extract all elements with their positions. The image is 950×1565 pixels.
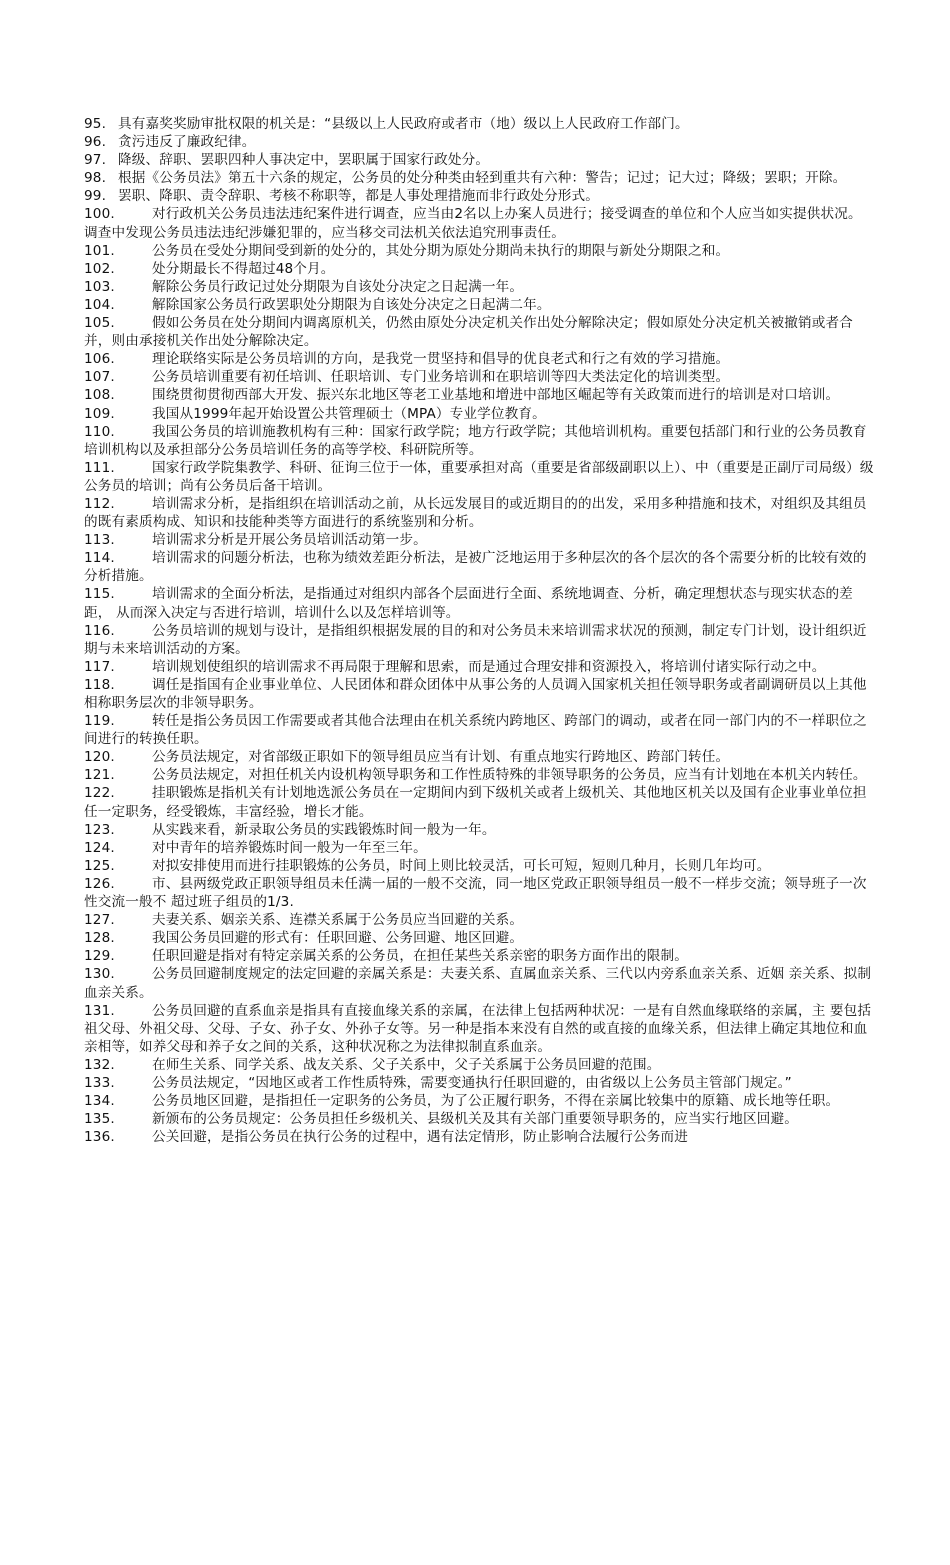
item-number: 106. [84,351,115,368]
item-number: 109. [84,405,115,422]
item-number: 123. [84,821,115,838]
item-text: 公务员法规定，对省部级正职如下的领导组员应当有计划、有重点地实行跨地区、跨部门转任。 [152,749,730,766]
list-item [84,821,876,839]
list-item [84,766,876,784]
item-text: 根据《公务员法》第五十六条的规定，公务员的处分种类由轻到重共有六种：警告；记过；记大过；降级；罢职；开除。 [118,170,847,187]
item-number: 99. [84,188,107,205]
list-item [84,1092,876,1110]
item-number: 96. [84,134,107,151]
item-number: 128. [84,930,115,947]
item-text: 在师生关系、同学关系、战友关系、父子关系中，父子关系属于公务员回避的范围。 [152,1056,661,1073]
item-text: 处分期最长不得超过48个月。 [152,260,335,277]
item-text: 市、县两级党政正职领导组员未任满一届的一般不交流，同一地区党政正职领导组员一般不一样步交流；领导班子一次性交流一般不 超过班子组员的1/3. [84,875,867,911]
item-text: 降级、辞职、罢职四种人事决定中，罢职属于国家行政处分。 [118,152,490,169]
item-number: 132. [84,1056,115,1073]
list-item [84,1002,876,1056]
item-number: 117. [84,658,115,675]
list-item [84,658,876,676]
item-number: 97. [84,152,107,169]
item-text: 培训需求的问题分析法，也称为绩效差距分析法，是被广泛地运用于多种层次的各个层次的各个需要分析的比较有效的分析措施。 [84,550,867,585]
item-number: 111. [84,459,115,476]
list-item [84,1056,876,1074]
item-number: 108. [84,387,115,404]
item-text: 培训需求分析是开展公务员培训活动第一步。 [152,532,427,549]
item-text: 公务员回避的直系血亲是指具有直接血缘关系的亲属，在法律上包括两种状况：一是有自然血缘联络的亲属，主 要包括祖父母、外祖父母、父母、子女、孙子女、外孙子女等。另一种是指本来没有自然的或直接的血缘关系，但法律上确定其地位和血亲相等，如养父母和养子女之间的关系，这种状况称之为法律拟制直系血亲。 [84,1002,872,1055]
list-item [84,296,876,314]
item-text: 我国从1999年起开始设置公共管理硕士（MPA）专业学位教育。 [152,405,546,422]
list-item [84,1128,876,1146]
item-text: 任职回避是指对有特定亲属关系的公务员，在担任某些关系亲密的职务方面作出的限制。 [152,948,689,965]
item-number: 101. [84,242,115,259]
item-number: 103. [84,278,115,295]
item-number: 136. [84,1129,115,1146]
item-text: 公务员地区回避，是指担任一定职务的公务员，为了公正履行职务，不得在亲属比较集中的原籍、成长地等任职。 [152,1093,840,1110]
list-item [84,1110,876,1128]
list-item [84,133,876,151]
item-text: 从实践来看，新录取公务员的实践锻炼时间一般为一年。 [152,821,496,838]
list-item [84,242,876,260]
item-text: 解除公务员行政记过处分期限为自该处分决定之日起满一年。 [152,278,524,295]
list-item [84,423,876,459]
list-item [84,712,876,748]
item-text: 贪污违反了廉政纪律。 [118,134,256,151]
item-text: 公务员回避制度规定的法定回避的亲属关系是：夫妻关系、直属血亲关系、三代以内旁系血亲关系、近姻 亲关系、拟制血亲关系。 [84,966,872,1001]
item-number: 105. [84,315,115,332]
list-item [84,1074,876,1092]
list-item [84,585,876,621]
item-text: 公务员培训重要有初任培训、任职培训、专门业务培训和在职培训等四大类法定化的培训类型。 [152,369,730,386]
item-number: 102. [84,260,115,277]
item-number: 115. [84,586,115,603]
list-item [84,405,876,423]
item-number: 107. [84,369,115,386]
item-number: 129. [84,948,115,965]
item-number: 95. [84,116,107,132]
item-number: 118. [84,676,115,693]
list-item [84,350,876,368]
list-item [84,260,876,278]
item-text: 培训规划使组织的培训需求不再局限于理解和思索，而是通过合理安排和资源投入，将培训付诸实际行动之中。 [152,658,826,675]
list-item [84,205,876,241]
item-number: 104. [84,296,115,313]
item-number: 133. [84,1074,115,1091]
document-page [84,115,876,1146]
list-item [84,784,876,820]
list-item [84,549,876,585]
item-text: 公务员培训的规划与设计，是指组织根据发展的目的和对公务员未来培训需求状况的预测，制定专门计划，设计组织近期与未来培训活动的方案。 [84,622,867,657]
list-item [84,531,876,549]
list-item [84,965,876,1001]
item-number: 100. [84,206,115,223]
item-text: 理论联络实际是公务员培训的方向，是我党一贯坚持和倡导的优良老式和行之有效的学习措施。 [152,351,730,368]
list-item [84,947,876,965]
list-item [84,187,876,205]
item-number: 119. [84,713,115,730]
item-text: 公务员在受处分期间受到新的处分的，其处分期为原处分期尚未执行的期限与新处分期限之和。 [152,242,730,259]
item-number: 114. [84,550,115,567]
item-text: 假如公务员在处分期间内调离原机关，仍然由原处分决定机关作出处分解除决定；假如原处分决定机关被撤销或者合并，则由承接机关作出处分解除决定。 [84,315,853,350]
item-number: 124. [84,839,115,856]
list-item [84,459,876,495]
list-item [84,622,876,658]
item-text: 公务员法规定，对担任机关内设机构领导职务和工作性质特殊的非领导职务的公务员，应当有计划地在本机关内转任。 [152,767,867,784]
item-text: 新颁布的公务员规定：公务员担任乡级机关、县级机关及其有关部门重要领导职务的，应当实行地区回避。 [152,1111,798,1128]
item-text: 夫妻关系、姻亲关系、连襟关系属于公务员应当回避的关系。 [152,912,524,929]
item-text: 围绕贯彻贯彻西部大开发、振兴东北地区等老工业基地和增进中部地区崛起等有关政策而进行的培训是对口培训。 [152,387,840,404]
item-text: 培训需求的全面分析法，是指通过对组织内部各个层面进行全面、系统地调查、分析，确定理想状态与现实状态的差距， 从而深入决定与否进行培训，培训什么以及怎样培训等。 [84,586,853,621]
item-text: 挂职锻炼是指机关有计划地选派公务员在一定期间内到下级机关或者上级机关、其他地区机关以及国有企业事业单位担任一定职务，经受锻炼，丰富经验，增长才能。 [84,785,867,820]
list-item [84,839,876,857]
item-text: 对中青年的培养锻炼时间一般为一年至三年。 [152,839,427,856]
item-text: 我国公务员回避的形式有：任职回避、公务回避、地区回避。 [152,930,524,947]
item-text: 公务员法规定，“因地区或者工作性质特殊，需要变通执行任职回避的，由省级以上公务员主管部门规定。” [152,1074,792,1091]
item-text: 对拟安排使用而进行挂职锻炼的公务员，时间上则比较灵活，可长可短，短则几种月，长则几年均可。 [152,857,771,874]
item-number: 116. [84,622,115,639]
item-text: 对行政机关公务员违法违纪案件进行调查，应当由2名以上办案人员进行；接受调查的单位和个人应当如实提供状况。 调查中发现公务员违法违纪涉嫌犯罪的，应当移交司法机关依法追究刑事责任。 [84,206,862,241]
item-number: 98. [84,170,107,187]
list-item [84,386,876,404]
item-text: 国家行政学院集教学、科研、征询三位于一体，重要承担对高（重要是省部级副职以上）、中（重要是正副厅司局级）级公务员的培训；尚有公务员后备干培训。 [84,459,874,494]
item-text: 转任是指公务员因工作需要或者其他合法理由在机关系统内跨地区、跨部门的调动，或者在同一部门内的不一样职位之间进行的转换任职。 [84,713,867,748]
item-number: 112. [84,495,115,512]
item-number: 135. [84,1111,115,1128]
list-item [84,929,876,947]
item-number: 130. [84,966,115,983]
item-text: 调任是指国有企业事业单位、人民团体和群众团体中从事公务的人员调入国家机关担任领导职务或者副调研员以上其他相称职务层次的非领导职务。 [84,676,867,711]
item-number: 134. [84,1093,115,1110]
list-item [84,278,876,296]
item-number: 121. [84,767,115,784]
list-item [84,676,876,712]
list-item [84,495,876,531]
item-number: 113. [84,532,115,549]
item-number: 127. [84,912,115,929]
item-number: 126. [84,875,115,892]
item-text: 我国公务员的培训施教机构有三种：国家行政学院；地方行政学院；其他培训机构。重要包括部门和行业的公务员教育培训机构以及承担部分公务员培训任务的高等学校、科研院所等。 [84,423,867,458]
list-item [84,857,876,875]
item-text: 解除国家公务员行政罢职处分期限为自该处分决定之日起满二年。 [152,296,551,313]
item-number: 125. [84,857,115,874]
list-item [84,314,876,350]
list-item [84,368,876,386]
list-item [84,875,876,911]
list-item [84,169,876,187]
list-item [84,748,876,766]
item-number: 131. [84,1002,115,1019]
item-text: 具有嘉奖奖励审批权限的机关是：“县级以上人民政府或者市（地）级以上人民政府工作部门。 [118,116,689,132]
item-text: 培训需求分析，是指组织在培训活动之前，从长远发展目的或近期目的的出发，采用多种措施和技术，对组织及其组员的既有素质构成、知识和技能种类等方面进行的系统鉴别和分析。 [84,495,867,531]
item-number: 122. [84,785,115,802]
item-number: 120. [84,749,115,766]
list-item [84,911,876,929]
list-item [84,115,876,133]
item-text: 公关回避，是指公务员在执行公务的过程中，遇有法定情形，防止影响合法履行公务而进 [152,1129,689,1146]
list-item [84,151,876,169]
item-number: 110. [84,423,115,440]
item-text: 罢职、降职、责令辞职、考核不称职等，都是人事处理措施而非行政处分形式。 [118,188,600,205]
